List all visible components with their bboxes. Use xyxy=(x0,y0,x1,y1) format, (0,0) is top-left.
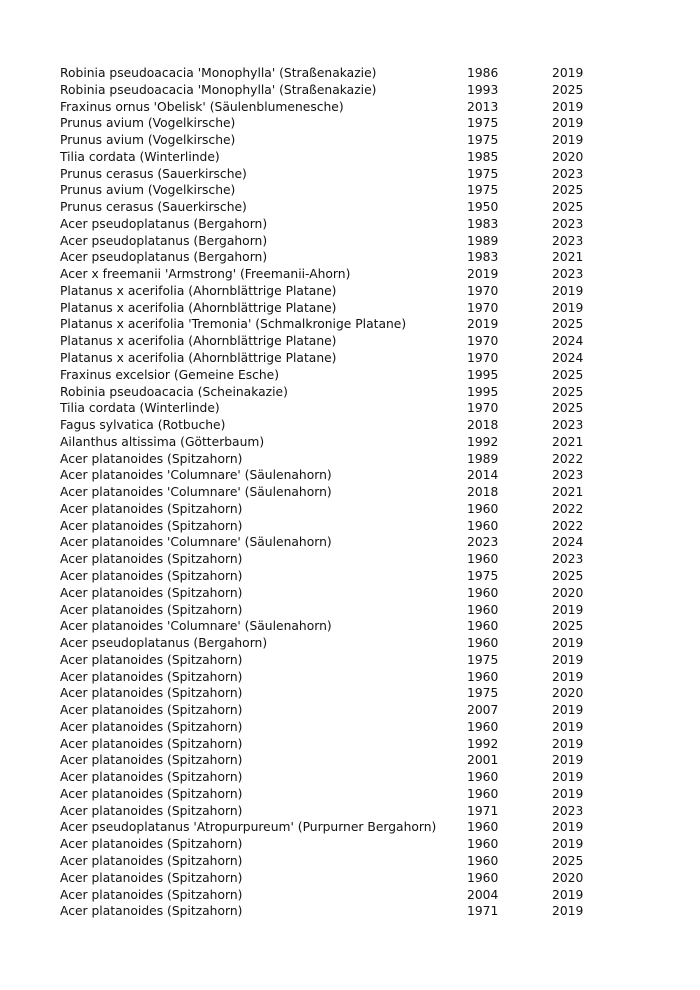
year-cell: 1960 xyxy=(467,853,499,868)
tree-name-cell: Acer platanoides 'Columnare' (Säulenahorn) xyxy=(60,619,332,634)
year-cell: 2004 xyxy=(467,887,499,902)
year-cell: 1960 xyxy=(467,786,499,801)
year-cell: 2023 xyxy=(552,166,584,181)
year-cell: 2019 xyxy=(552,602,584,617)
year-cell: 1970 xyxy=(467,283,499,298)
tree-name-cell: Platanus x acerifolia (Ahornblättrige Platane) xyxy=(60,351,337,366)
tree-name-cell: Robinia pseudoacacia 'Monophylla' (Straßenakazie) xyxy=(60,66,377,80)
table-row xyxy=(60,82,612,99)
table-row xyxy=(60,501,612,518)
tree-table-body xyxy=(60,65,612,920)
tree-name-cell: Acer platanoides 'Columnare' (Säulenahorn) xyxy=(60,485,332,500)
table-row xyxy=(60,333,612,350)
table-row xyxy=(60,132,612,149)
tree-name-cell: Acer platanoides (Spitzahorn) xyxy=(60,501,243,516)
year-cell: 1970 xyxy=(467,351,499,366)
year-cell: 1960 xyxy=(467,501,499,516)
table-row xyxy=(60,853,612,870)
year-cell: 2023 xyxy=(467,535,499,550)
year-cell: 2023 xyxy=(552,233,584,248)
year-cell: 1970 xyxy=(467,334,499,349)
table-row xyxy=(60,568,612,585)
table-row xyxy=(60,233,612,250)
year-cell: 2023 xyxy=(552,468,584,483)
year-cell: 1989 xyxy=(467,451,499,466)
tree-name-cell: Acer platanoides (Spitzahorn) xyxy=(60,904,243,919)
year-cell: 2023 xyxy=(552,418,584,433)
tree-name-cell: Tilia cordata (Winterlinde) xyxy=(60,401,220,416)
table-row xyxy=(60,350,612,367)
table-row xyxy=(60,887,612,904)
tree-name-cell: Platanus x acerifolia (Ahornblättrige Platane) xyxy=(60,283,337,298)
table-row xyxy=(60,166,612,183)
tree-name-cell: Acer platanoides (Spitzahorn) xyxy=(60,770,243,785)
table-row xyxy=(60,316,612,333)
year-cell: 1960 xyxy=(467,619,499,634)
table-row xyxy=(60,518,612,535)
table-row xyxy=(60,719,612,736)
year-cell: 2019 xyxy=(552,652,584,667)
year-cell: 1971 xyxy=(467,803,499,818)
table-row xyxy=(60,484,612,501)
table-row xyxy=(60,903,612,920)
year-cell: 1985 xyxy=(467,149,499,164)
year-cell: 2023 xyxy=(552,552,584,567)
year-cell: 2019 xyxy=(467,267,499,282)
year-cell: 1989 xyxy=(467,233,499,248)
year-cell: 2021 xyxy=(552,434,584,449)
year-cell: 2019 xyxy=(552,133,584,148)
table-row xyxy=(60,870,612,887)
tree-name-cell: Acer platanoides (Spitzahorn) xyxy=(60,652,243,667)
year-cell: 1975 xyxy=(467,166,499,181)
tree-name-cell: Fraxinus ornus 'Obelisk' (Säulenblumenesche) xyxy=(60,99,344,114)
tree-name-cell: Acer platanoides (Spitzahorn) xyxy=(60,803,243,818)
year-cell: 2019 xyxy=(552,887,584,902)
tree-name-cell: Robinia pseudoacacia (Scheinakazie) xyxy=(60,384,288,399)
year-cell: 2019 xyxy=(552,116,584,131)
year-cell: 1960 xyxy=(467,602,499,617)
tree-name-cell: Acer platanoides (Spitzahorn) xyxy=(60,552,243,567)
table-row xyxy=(60,467,612,484)
tree-name-cell: Fagus sylvatica (Rotbuche) xyxy=(60,418,226,433)
year-cell: 1970 xyxy=(467,300,499,315)
tree-table xyxy=(60,65,612,920)
table-row xyxy=(60,367,612,384)
year-cell: 1992 xyxy=(467,736,499,751)
year-cell: 2022 xyxy=(552,501,584,516)
year-cell: 1975 xyxy=(467,116,499,131)
year-cell: 2019 xyxy=(552,300,584,315)
year-cell: 2025 xyxy=(552,401,584,416)
year-cell: 1960 xyxy=(467,552,499,567)
tree-name-cell: Prunus avium (Vogelkirsche) xyxy=(60,116,236,131)
year-cell: 2025 xyxy=(552,200,584,215)
year-cell: 1975 xyxy=(467,133,499,148)
table-row xyxy=(60,451,612,468)
tree-name-cell: Acer platanoides (Spitzahorn) xyxy=(60,686,243,701)
year-cell: 1960 xyxy=(467,770,499,785)
year-cell: 2025 xyxy=(552,82,584,97)
tree-name-cell: Fraxinus excelsior (Gemeine Esche) xyxy=(60,367,280,382)
table-row xyxy=(60,400,612,417)
year-cell: 2023 xyxy=(552,267,584,282)
year-cell: 2001 xyxy=(467,753,499,768)
year-cell: 2019 xyxy=(552,669,584,684)
year-cell: 2023 xyxy=(552,216,584,231)
year-cell: 1960 xyxy=(467,636,499,651)
year-cell: 1992 xyxy=(467,434,499,449)
tree-name-cell: Acer platanoides 'Columnare' (Säulenahorn) xyxy=(60,468,332,483)
year-cell: 1975 xyxy=(467,568,499,583)
year-cell: 1960 xyxy=(467,669,499,684)
year-cell: 1995 xyxy=(467,384,499,399)
tree-name-cell: Acer platanoides (Spitzahorn) xyxy=(60,870,243,885)
table-row xyxy=(60,199,612,216)
year-cell: 2025 xyxy=(552,568,584,583)
tree-name-cell: Robinia pseudoacacia 'Monophylla' (Straßenakazie) xyxy=(60,82,377,97)
year-cell: 2024 xyxy=(552,334,584,349)
tree-name-cell: Acer platanoides (Spitzahorn) xyxy=(60,719,243,734)
tree-name-cell: Acer platanoides (Spitzahorn) xyxy=(60,887,243,902)
tree-name-cell: Acer pseudoplatanus (Bergahorn) xyxy=(60,233,268,248)
year-cell: 2019 xyxy=(467,317,499,332)
year-cell: 2020 xyxy=(552,149,584,164)
tree-name-cell: Acer platanoides 'Columnare' (Säulenahorn) xyxy=(60,535,332,550)
year-cell: 1970 xyxy=(467,401,499,416)
table-row xyxy=(60,803,612,820)
year-cell: 1993 xyxy=(467,82,499,97)
table-row xyxy=(60,65,612,82)
year-cell: 1960 xyxy=(467,585,499,600)
tree-name-cell: Acer platanoides (Spitzahorn) xyxy=(60,602,243,617)
tree-name-cell: Acer platanoides (Spitzahorn) xyxy=(60,669,243,684)
year-cell: 1975 xyxy=(467,183,499,198)
year-cell: 2019 xyxy=(552,837,584,852)
tree-name-cell: Acer pseudoplatanus (Bergahorn) xyxy=(60,636,268,651)
tree-name-cell: Platanus x acerifolia (Ahornblättrige Platane) xyxy=(60,300,337,315)
year-cell: 2019 xyxy=(552,66,584,80)
tree-name-cell: Acer platanoides (Spitzahorn) xyxy=(60,736,243,751)
table-row xyxy=(60,216,612,233)
table-row xyxy=(60,182,612,199)
table-row xyxy=(60,434,612,451)
table-row xyxy=(60,836,612,853)
table-row xyxy=(60,669,612,686)
table-row xyxy=(60,384,612,401)
tree-name-cell: Acer platanoides (Spitzahorn) xyxy=(60,837,243,852)
year-cell: 2025 xyxy=(552,853,584,868)
table-row xyxy=(60,635,612,652)
tree-name-cell: Ailanthus altissima (Götterbaum) xyxy=(60,434,265,449)
year-cell: 2025 xyxy=(552,183,584,198)
table-row xyxy=(60,652,612,669)
year-cell: 2019 xyxy=(552,719,584,734)
year-cell: 2025 xyxy=(552,384,584,399)
year-cell: 2022 xyxy=(552,518,584,533)
table-row xyxy=(60,702,612,719)
table-row xyxy=(60,752,612,769)
tree-name-cell: Acer pseudoplatanus (Bergahorn) xyxy=(60,216,268,231)
year-cell: 2014 xyxy=(467,468,499,483)
tree-name-cell: Platanus x acerifolia (Ahornblättrige Platane) xyxy=(60,334,337,349)
tree-name-cell: Acer platanoides (Spitzahorn) xyxy=(60,451,243,466)
tree-name-cell: Acer platanoides (Spitzahorn) xyxy=(60,753,243,768)
tree-name-cell: Acer platanoides (Spitzahorn) xyxy=(60,585,243,600)
year-cell: 1960 xyxy=(467,870,499,885)
table-row xyxy=(60,618,612,635)
year-cell: 2023 xyxy=(552,803,584,818)
year-cell: 1971 xyxy=(467,904,499,919)
table-row xyxy=(60,551,612,568)
year-cell: 2025 xyxy=(552,367,584,382)
table-row xyxy=(60,786,612,803)
year-cell: 2019 xyxy=(552,636,584,651)
table-row xyxy=(60,769,612,786)
year-cell: 1960 xyxy=(467,820,499,835)
tree-name-cell: Acer platanoides (Spitzahorn) xyxy=(60,786,243,801)
table-row xyxy=(60,819,612,836)
tree-name-cell: Platanus x acerifolia 'Tremonia' (Schmalkronige Platane) xyxy=(60,317,407,332)
year-cell: 2019 xyxy=(552,703,584,718)
year-cell: 1975 xyxy=(467,652,499,667)
year-cell: 2025 xyxy=(552,619,584,634)
tree-name-cell: Acer pseudoplatanus (Bergahorn) xyxy=(60,250,268,265)
tree-name-cell: Acer platanoides (Spitzahorn) xyxy=(60,703,243,718)
year-cell: 2024 xyxy=(552,351,584,366)
year-cell: 1960 xyxy=(467,518,499,533)
year-cell: 2025 xyxy=(552,317,584,332)
tree-name-cell: Tilia cordata (Winterlinde) xyxy=(60,149,220,164)
tree-name-cell: Acer x freemanii 'Armstrong' (Freemanii-Ahorn) xyxy=(60,267,351,282)
tree-name-cell: Prunus cerasus (Sauerkirsche) xyxy=(60,200,247,215)
tree-name-cell: Prunus cerasus (Sauerkirsche) xyxy=(60,166,247,181)
year-cell: 2013 xyxy=(467,99,499,114)
tree-name-cell: Acer platanoides (Spitzahorn) xyxy=(60,853,243,868)
year-cell: 2018 xyxy=(467,418,499,433)
table-row xyxy=(60,99,612,116)
tree-name-cell: Acer platanoides (Spitzahorn) xyxy=(60,518,243,533)
table-row xyxy=(60,585,612,602)
table-row xyxy=(60,249,612,266)
year-cell: 2024 xyxy=(552,535,584,550)
year-cell: 1975 xyxy=(467,686,499,701)
year-cell: 2019 xyxy=(552,786,584,801)
year-cell: 2021 xyxy=(552,485,584,500)
tree-name-cell: Prunus avium (Vogelkirsche) xyxy=(60,183,236,198)
tree-name-cell: Prunus avium (Vogelkirsche) xyxy=(60,133,236,148)
table-row xyxy=(60,266,612,283)
year-cell: 2007 xyxy=(467,703,499,718)
table-row xyxy=(60,736,612,753)
tree-name-cell: Acer pseudoplatanus 'Atropurpureum' (Purpurner Bergahorn) xyxy=(60,820,437,835)
year-cell: 2020 xyxy=(552,585,584,600)
year-cell: 2019 xyxy=(552,753,584,768)
tree-name-cell: Acer platanoides (Spitzahorn) xyxy=(60,568,243,583)
year-cell: 2019 xyxy=(552,770,584,785)
year-cell: 2019 xyxy=(552,820,584,835)
table-row xyxy=(60,602,612,619)
year-cell: 1983 xyxy=(467,250,499,265)
year-cell: 2022 xyxy=(552,451,584,466)
table-row xyxy=(60,149,612,166)
table-row xyxy=(60,115,612,132)
table-row xyxy=(60,417,612,434)
year-cell: 1995 xyxy=(467,367,499,382)
year-cell: 1960 xyxy=(467,719,499,734)
year-cell: 2019 xyxy=(552,736,584,751)
table-row xyxy=(60,300,612,317)
year-cell: 2019 xyxy=(552,283,584,298)
year-cell: 1960 xyxy=(467,837,499,852)
year-cell: 1986 xyxy=(467,66,499,80)
year-cell: 1983 xyxy=(467,216,499,231)
year-cell: 2020 xyxy=(552,686,584,701)
table-row xyxy=(60,534,612,551)
year-cell: 2020 xyxy=(552,870,584,885)
year-cell: 2019 xyxy=(552,904,584,919)
year-cell: 2021 xyxy=(552,250,584,265)
table-row xyxy=(60,283,612,300)
table-row xyxy=(60,685,612,702)
year-cell: 1950 xyxy=(467,200,499,215)
year-cell: 2019 xyxy=(552,99,584,114)
year-cell: 2018 xyxy=(467,485,499,500)
